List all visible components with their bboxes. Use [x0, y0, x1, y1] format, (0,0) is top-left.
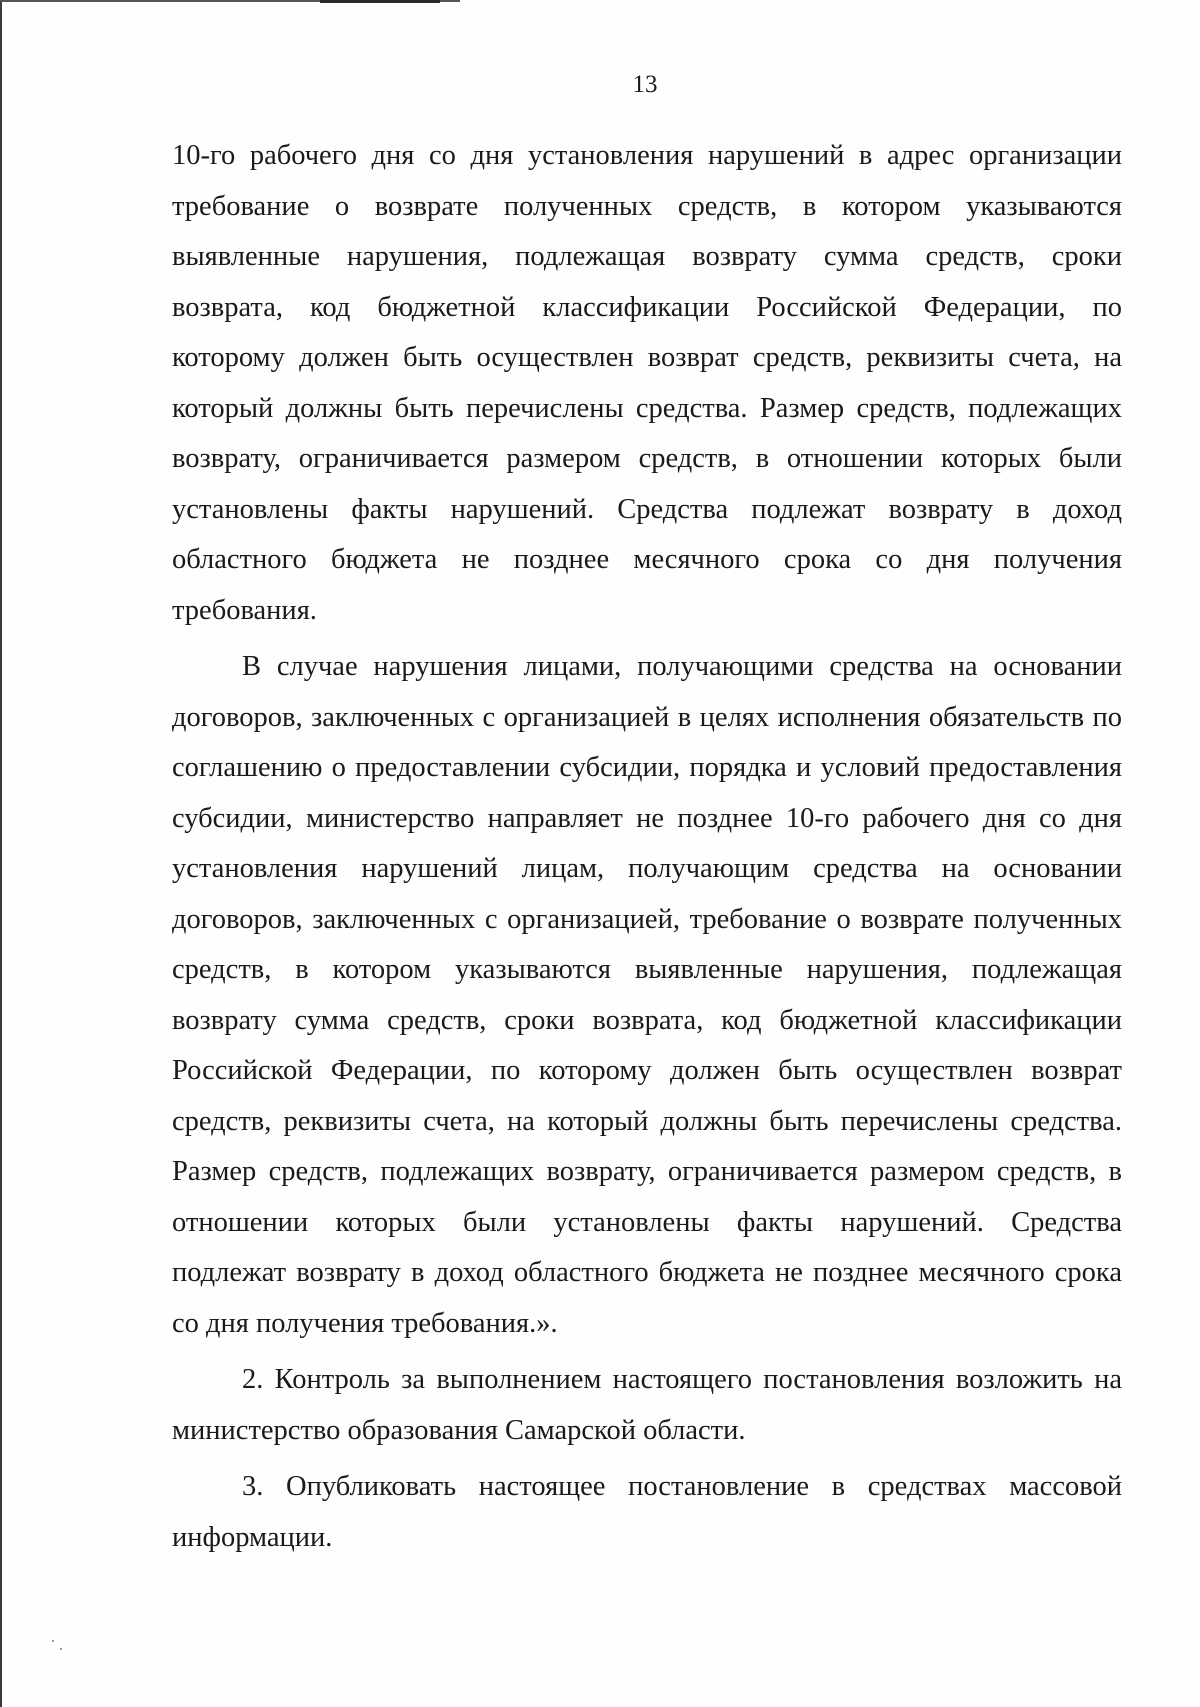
text-line: 10-го рабочего дня со дня установления нарушений в адрес организации — [172, 140, 1122, 171]
text-line: министерство образования Самарской области. — [172, 1414, 746, 1446]
scan-speck — [52, 1640, 54, 1642]
scan-edge-top-mark — [320, 0, 440, 3]
text-line: областного бюджета не позднее месячного срока со дня получения — [172, 544, 1122, 575]
text-line: подлежат возврату в доход областного бюджета не позднее месячного срока — [172, 1257, 1122, 1288]
text-line: установления нарушений лицам, получающим средства на основании — [172, 853, 1122, 884]
text-line: требование о возврате полученных средств, в котором указываются — [172, 190, 1122, 222]
text-line: возврату, ограничивается размером средств, в отношении которых были — [172, 443, 1122, 474]
document-body — [172, 131, 1122, 1563]
text-line: выявленные нарушения, подлежащая возврату сумма средств, сроки — [172, 241, 1122, 272]
page-number: 13 — [632, 71, 658, 98]
scan-speck — [60, 1648, 62, 1650]
text-line: договоров, заключенных с организацией, требование о возврате полученных — [172, 903, 1122, 935]
paragraph-p4 — [172, 1462, 1122, 1563]
text-line: средств, реквизиты счета, на который должны быть перечислены средства. — [172, 1105, 1122, 1137]
scan-edge-left — [0, 0, 2, 1707]
text-line: соглашению о предоставлении субсидии, порядка и условий предоставления — [172, 752, 1122, 783]
paragraph-p1 — [172, 131, 1122, 636]
text-line: отношении которых были установлены факты нарушений. Средства — [172, 1206, 1122, 1238]
text-line: установлены факты нарушений. Средства подлежат возврату в доход — [172, 493, 1122, 525]
text-line: возврата, код бюджетной классификации Российской Федерации, по — [172, 291, 1122, 323]
paragraph-p2 — [172, 642, 1122, 1349]
text-line: субсидии, министерство направляет не позднее 10-го рабочего дня со дня — [172, 802, 1122, 834]
text-line: Российской Федерации, по которому должен быть осуществлен возврат — [172, 1055, 1122, 1086]
text-line: информации. — [172, 1521, 333, 1553]
paragraph-p3 — [172, 1355, 1122, 1456]
text-line: требования. — [172, 594, 317, 626]
text-line: В случае нарушения лицами, получающими средства на основании — [242, 651, 1122, 682]
text-line: Размер средств, подлежащих возврату, ограничивается размером средств, в — [172, 1156, 1122, 1187]
text-line: который должны быть перечислены средства. Размер средств, подлежащих — [172, 392, 1122, 424]
text-line: которому должен быть осуществлен возврат средств, реквизиты счета, на — [172, 342, 1122, 373]
text-line: средств, в котором указываются выявленные нарушения, подлежащая — [172, 954, 1122, 985]
text-line: 2. Контроль за выполнением настоящего постановления возложить на — [242, 1364, 1122, 1395]
text-line: 3. Опубликовать настоящее постановление в средствах массовой — [242, 1471, 1122, 1502]
text-line: со дня получения требования.». — [172, 1307, 558, 1339]
text-line: возврату сумма средств, сроки возврата, код бюджетной классификации — [172, 1004, 1122, 1036]
text-line: договоров, заключенных с организацией в целях исполнения обязательств по — [172, 701, 1122, 733]
